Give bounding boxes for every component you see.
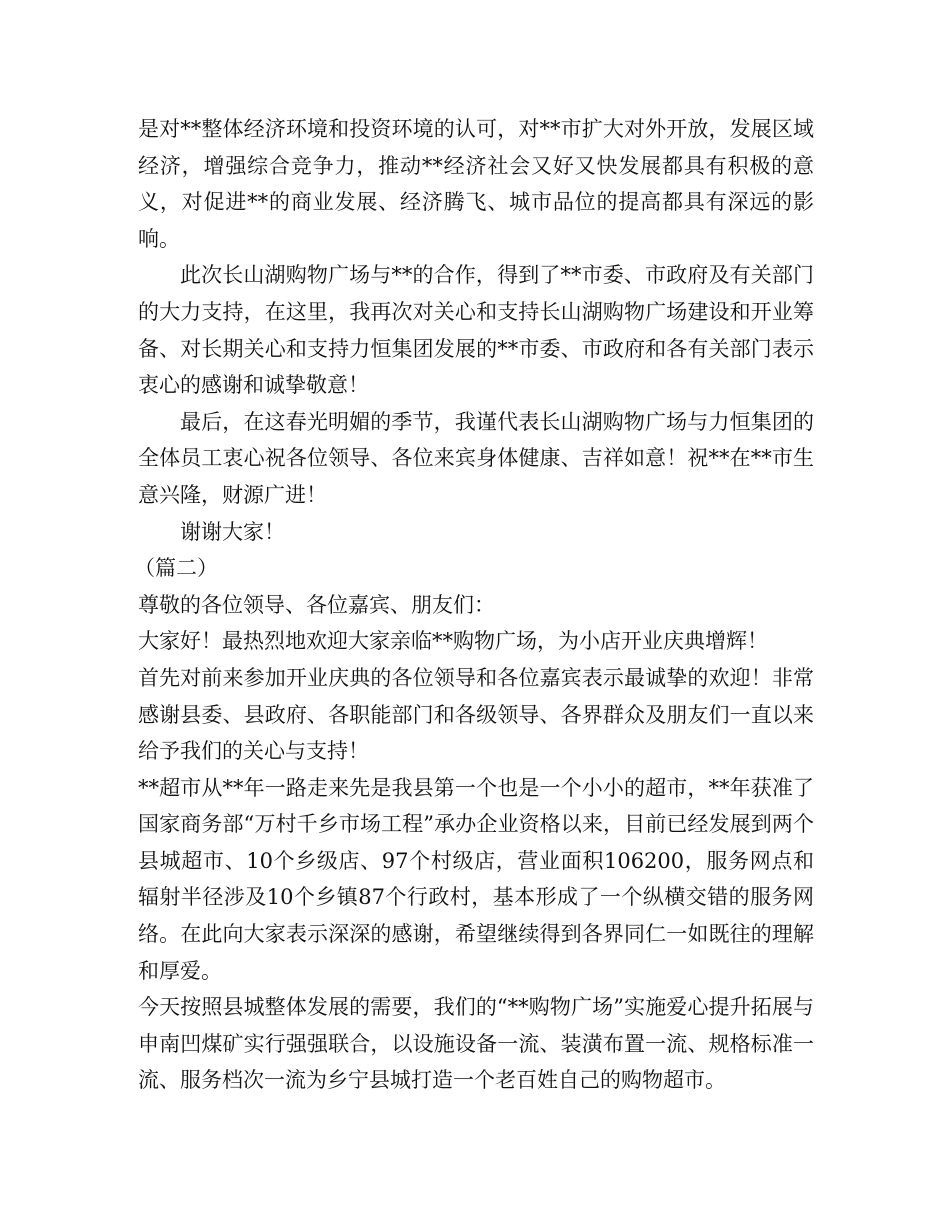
paragraph-gratitude: 首先对前来参加开业庆典的各位领导和各位嘉宾表示最诚挚的欢迎！非常感谢县委、县政府、各职能部门和各级领导、各界群众及朋友们一直以来给予我们的关心与支持！ (138, 665, 814, 764)
section-heading-part-two: （篇二） (134, 556, 218, 581)
paragraph-cooperation-thanks: 此次长山湖购物广场与**的合作，得到了**市委、市政府及有关部门的大力支持，在这里，我再次对关心和支持长山湖购物广场建设和开业筹备、对长期关心和支持力恒集团发展的**市委、市政府和各有关部门表示衷心的感谢和诚挚敬意！ (138, 263, 814, 398)
paragraph-closing-wishes: 最后，在这春光明媚的季节，我谨代表长山湖购物广场与力恒集团的全体员工衷心祝各位领导、各位来宾身体健康、吉祥如意！祝**在**市生意兴隆，财源广进！ (138, 409, 814, 507)
paragraph-salutation: 尊敬的各位领导、各位嘉宾、朋友们： (138, 592, 495, 617)
document-body (134, 111, 814, 1099)
paragraph-economic-significance: 是对**整体经济环境和投资环境的认可，对**市扩大对外开放，发展区域经济，增强综合竞争力，推动**经济社会又好又快发展都具有积极的意义，对促进**的商业发展、经济腾飞、城市品位的提高都具有深远的影响。 (138, 117, 814, 251)
paragraph-welcome: 大家好！最热烈地欢迎大家亲临**购物广场，为小店开业庆典增辉！ (138, 629, 768, 654)
paragraph-thank-you: 谢谢大家！ (180, 519, 285, 544)
paragraph-development-plan: 今天按照县城整体发展的需要，我们的“**购物广场”实施爱心提升拓展与申南凹煤矿实行强强联合，以设施设备一流、装潢布置一流、规格标准一流、服务档次一流为乡宁县城打造一个老百姓自己的购物超市。 (138, 995, 814, 1093)
paragraph-supermarket-history: **超市从**年一路走来先是我县第一个也是一个小小的超市，**年获准了国家商务部“万村千乡市场工程”承办企业资格以来，目前已经发展到两个县城超市、10个乡级店、97个村级店，营业面积106200，服务网点和辐射半径涉及10个乡镇87个行政村，基本形成了一个纵横交错的服务网络。在此向大家表示深深的感谢，希望继续得到各界同仁一如既往的理解和厚爱。 (138, 775, 814, 983)
